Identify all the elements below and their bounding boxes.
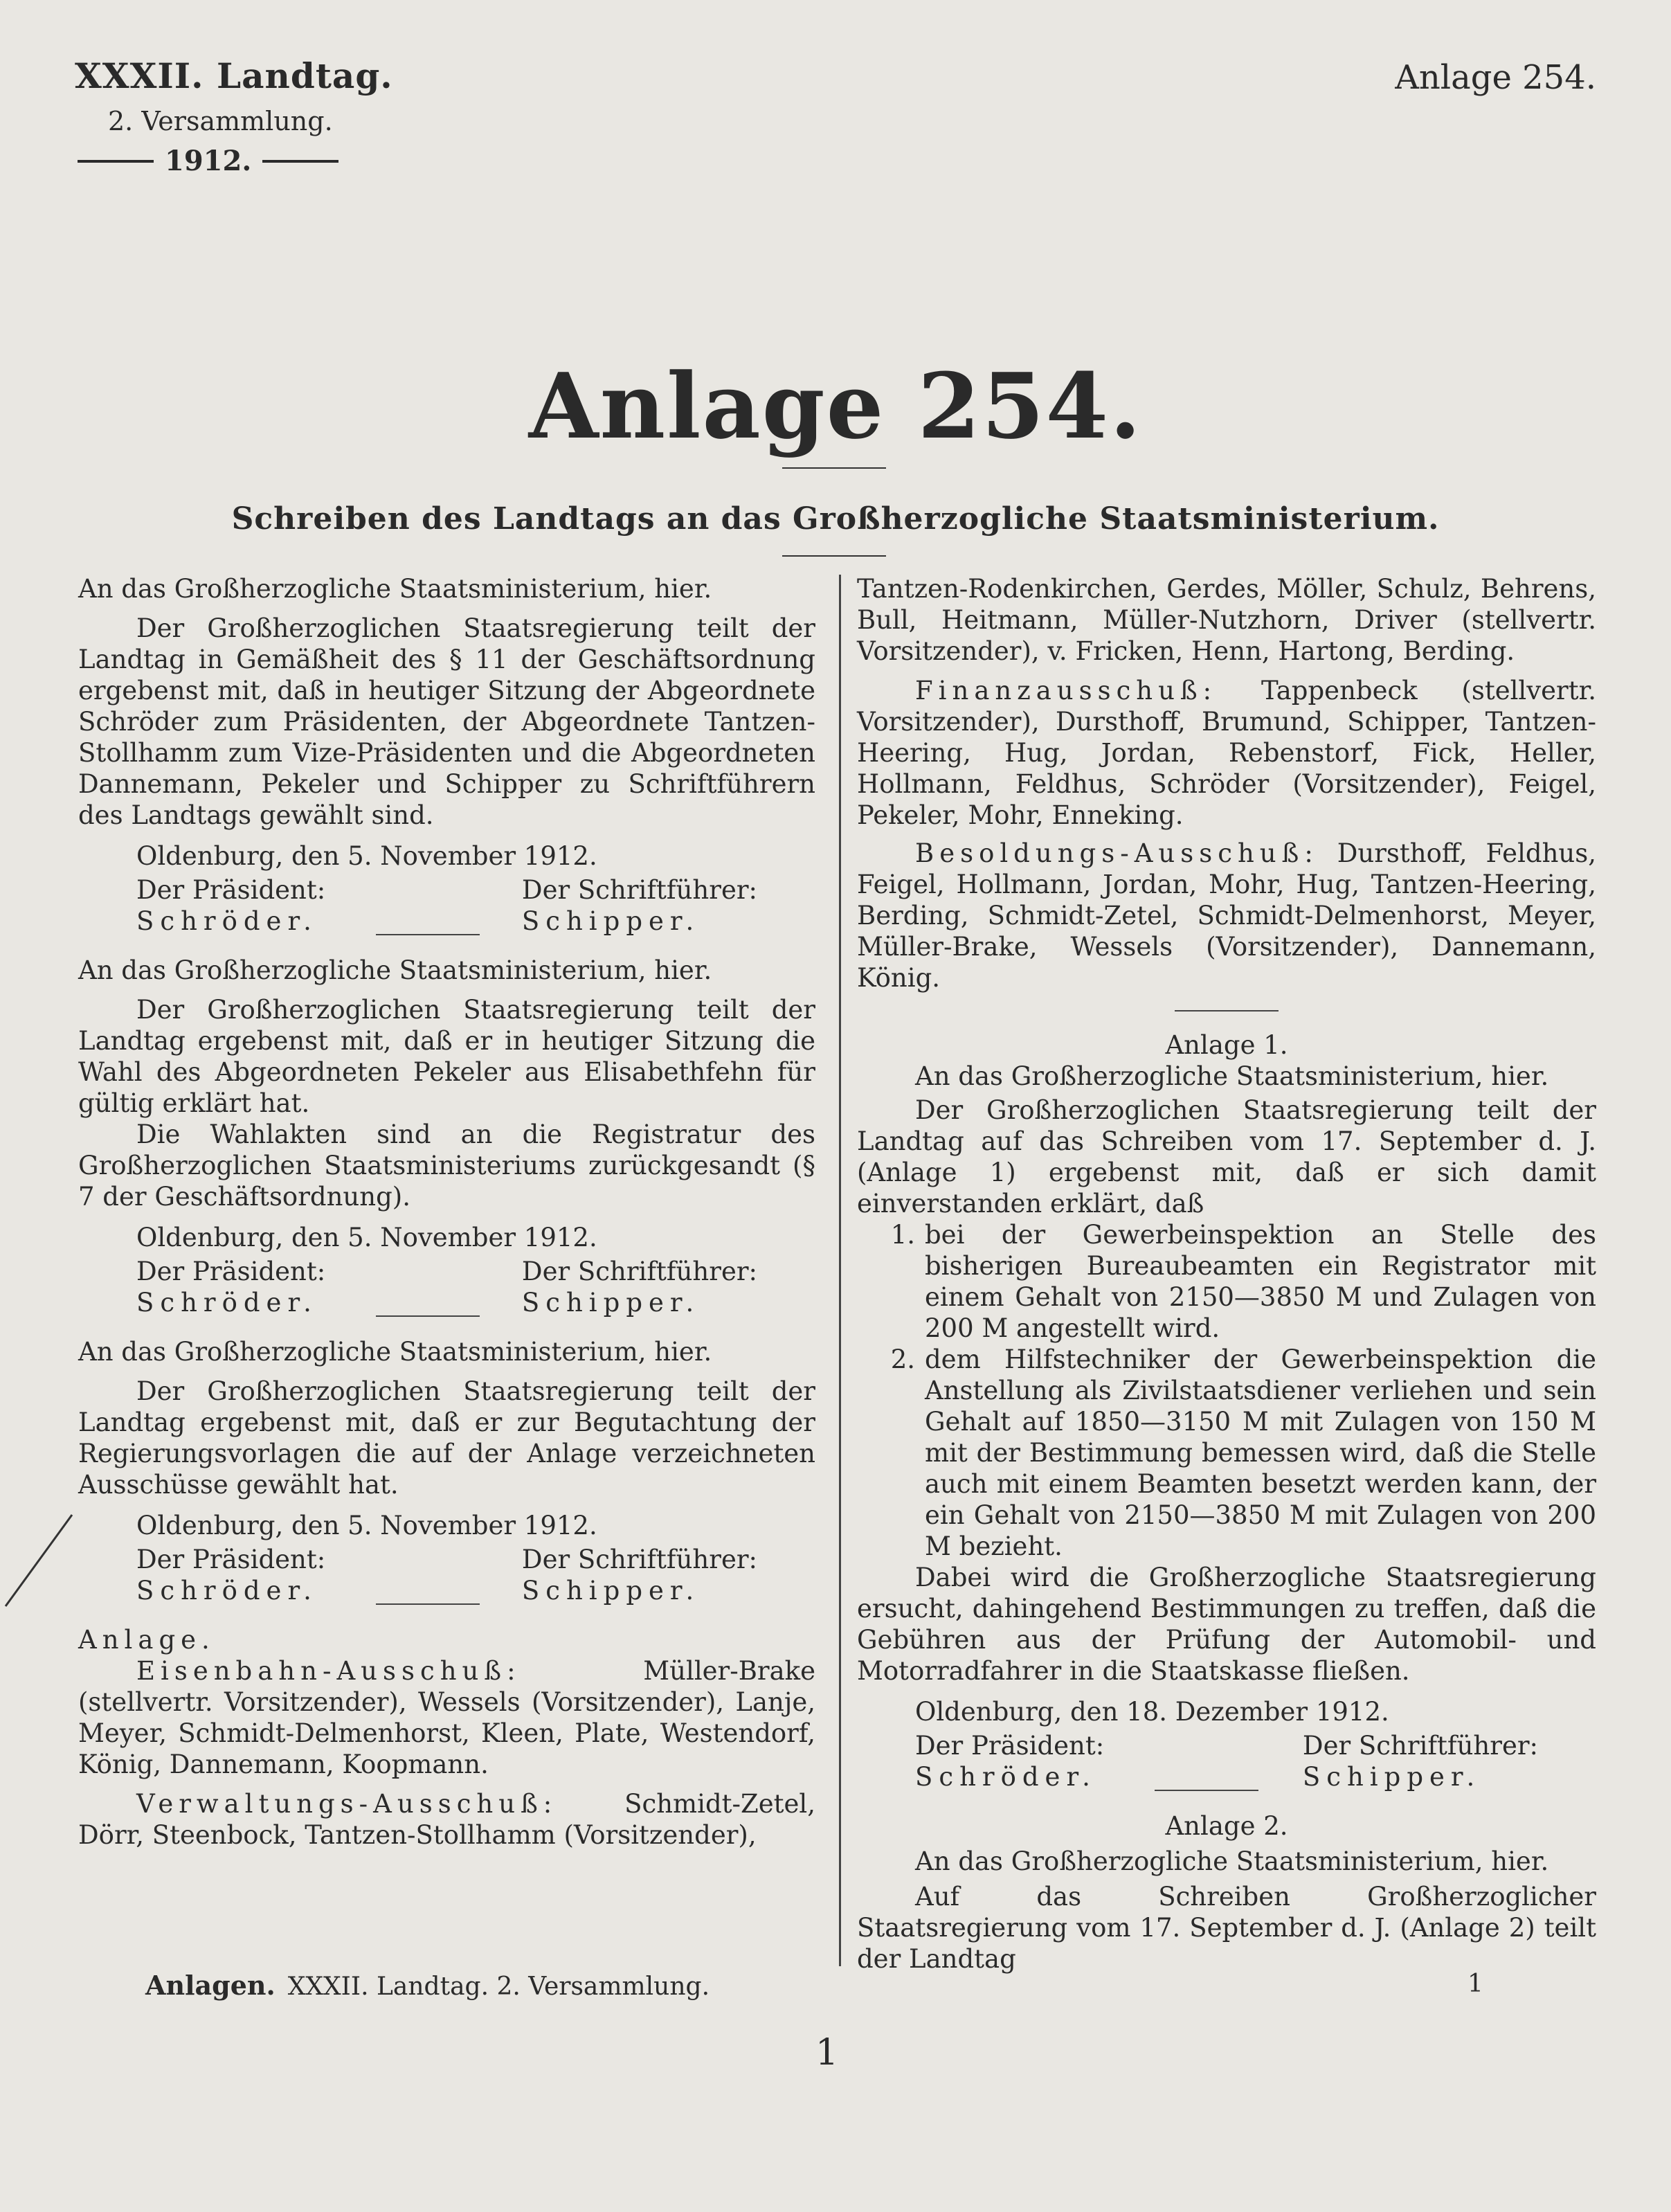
page-number: 1 bbox=[815, 2032, 839, 2074]
anlage1-list bbox=[857, 1219, 1596, 1562]
letter1-date: Oldenburg, den 5. November 1912. bbox=[136, 841, 597, 871]
list-item bbox=[857, 1219, 1596, 1344]
anlage1-secretary-name: Schipper. bbox=[1302, 1762, 1481, 1792]
eisenbahn-ausschuss bbox=[78, 1655, 815, 1780]
header-right: Anlage 254. bbox=[1395, 58, 1596, 97]
section-divider bbox=[1175, 1010, 1279, 1011]
letter2-signatures bbox=[78, 1256, 815, 1318]
letter3-president-name: Schröder. bbox=[136, 1576, 318, 1606]
anlage1-label: Anlage 1. bbox=[1165, 1030, 1288, 1060]
letter2-secretary-role: Der Schriftführer: bbox=[521, 1257, 757, 1286]
eisenbahn-label: Eisenbahn-Ausschuß: bbox=[136, 1656, 521, 1686]
letter2-body2: Die Wahlakten sind an die Registratur des Großherzoglichen Staatsministeriums zurückgesandt (§ 7 der Geschäftsordnung). bbox=[78, 1120, 815, 1212]
letter3-date: Oldenburg, den 5. November 1912. bbox=[136, 1511, 597, 1540]
besoldung-label: Besoldungs-Ausschuß: bbox=[915, 838, 1319, 868]
verwaltung-members: Schmidt-Zetel, Dörr, Steenbock, Tantzen-Stollhamm (Vorsitzender), bbox=[78, 1789, 815, 1850]
anlage2-address: An das Großherzogliche Staatsministerium, hier. bbox=[915, 1846, 1549, 1876]
year-label bbox=[78, 145, 393, 177]
anlage1-signature-rule bbox=[1155, 1790, 1258, 1791]
versammlung-label: 2. Versammlung. bbox=[108, 106, 333, 136]
item1-number: 1. bbox=[890, 1220, 915, 1250]
letter1-secretary-role: Der Schriftführer: bbox=[521, 875, 757, 905]
eisenbahn-members: Müller-Brake (stellvertr. Vorsitzender), Wessels (Vorsitzender), Lanje, Meyer, Schmidt-Delmenhorst, Kleen, Plate, Westendorf, König, Dannemann, Koopmann. bbox=[78, 1656, 815, 1779]
item2-number: 2. bbox=[890, 1345, 915, 1374]
finanz-members: Tappenbeck (stellvertr. Vorsitzender), Dursthoff, Brumund, Schipper, Tantzen-Heering, Hug, Jordan, Rebenstorf, Fick, Heller, Hollmann, Feldhus, Schröder (Vorsitzender), Feigel, Pekeler, Mohr, Enneking. bbox=[857, 676, 1596, 830]
subtitle-divider bbox=[782, 555, 886, 557]
letter2-president-name: Schröder. bbox=[136, 1288, 318, 1318]
letter2-date: Oldenburg, den 5. November 1912. bbox=[136, 1223, 597, 1252]
anlage1-body2: Dabei wird die Großherzogliche Staatsregierung ersucht, dahingehend Bestimmungen zu treffen, daß die Gebühren aus der Prüfung der Automobil- und Motorradfahrer in die Staatskasse fließen. bbox=[857, 1563, 1596, 1686]
footer-left bbox=[145, 1970, 710, 2001]
left-column bbox=[78, 573, 815, 1851]
verwaltung-label: Verwaltungs-Ausschuß: bbox=[136, 1789, 558, 1819]
right-column bbox=[857, 573, 1596, 1975]
letter1-address: An das Großherzogliche Staatsministerium, hier. bbox=[78, 574, 712, 604]
anlage2-body: Auf das Schreiben Großherzoglicher Staatsregierung vom 17. September d. J. (Anlage 2) teilt der Landtag bbox=[857, 1882, 1596, 1974]
anlage1-address: An das Großherzogliche Staatsministerium, hier. bbox=[915, 1061, 1549, 1091]
footer-anlagen: Anlagen. bbox=[145, 1970, 276, 2001]
letter2-address: An das Großherzogliche Staatsministerium, hier. bbox=[78, 955, 712, 985]
list-item bbox=[857, 1344, 1596, 1562]
letter2-body: Der Großherzoglichen Staatsregierung teilt der Landtag ergebenst mit, daß er in heutiger Sitzung die Wahl des Abgeordneten Pekeler aus Elisabethfehn für gültig erklärt hat. bbox=[78, 995, 815, 1118]
title-divider bbox=[782, 467, 886, 469]
anlage1-body: Der Großherzoglichen Staatsregierung teilt der Landtag auf das Schreiben vom 17. September d. J. (Anlage 1) ergebenst mit, daß er sich damit einverstanden erklärt, daß bbox=[857, 1095, 1596, 1219]
header-left bbox=[75, 55, 393, 177]
anlage1-signatures bbox=[857, 1730, 1596, 1792]
besoldung-members: Dursthoff, Feldhus, Feigel, Hollmann, Jordan, Mohr, Hug, Tantzen-Heering, Berding, Schmidt-Zetel, Schmidt-Delmenhorst, Meyer, Müller-Brake, Wessels (Vorsitzender), Dannemann, König. bbox=[857, 838, 1597, 993]
anlage-label: Anlage. bbox=[78, 1625, 215, 1655]
letter3-signature-rule bbox=[376, 1603, 480, 1605]
anlage1-date: Oldenburg, den 18. Dezember 1912. bbox=[915, 1697, 1389, 1727]
anlage1-secretary-role: Der Schriftführer: bbox=[1302, 1731, 1538, 1761]
letter1-secretary-name: Schipper. bbox=[521, 906, 701, 936]
finanz-label: Finanzausschuß: bbox=[915, 676, 1218, 705]
letter1-president-name: Schröder. bbox=[136, 906, 318, 936]
letter2-president-role: Der Präsident: bbox=[136, 1257, 326, 1286]
footer-sheet-number: 1 bbox=[1467, 1970, 1483, 1998]
letter3-address: An das Großherzogliche Staatsministerium, hier. bbox=[78, 1337, 712, 1367]
footer-landtag: XXXII. Landtag. 2. Versammlung. bbox=[287, 1972, 710, 2001]
letter3-president-role: Der Präsident: bbox=[136, 1545, 326, 1574]
year-rule-right bbox=[262, 160, 338, 163]
letter3-secretary-role: Der Schriftführer: bbox=[521, 1545, 757, 1574]
year-rule-left bbox=[78, 160, 154, 163]
page-subtitle: Schreiben des Landtags an das Großherzogliche Staatsministerium. bbox=[231, 501, 1440, 537]
letter1-body: Der Großherzoglichen Staatsregierung teilt der Landtag in Gemäßheit des § 11 der Geschäftsordnung ergebenst mit, daß in heutiger Sitzung der Abgeordnete Schröder zum Präsidenten, der Abgeordnete Tantzen-Stollhamm zum Vize-Präsidenten und die Abgeordneten Dannemann, Pekeler und Schipper zu Schriftführern des Landtags gewählt sind. bbox=[78, 613, 815, 830]
letter3-body: Der Großherzoglichen Staatsregierung teilt der Landtag ergebenst mit, daß er zur Begutachtung der Regierungsvorlagen die auf der Anlage verzeichneten Ausschüsse gewählt hat. bbox=[78, 1376, 815, 1500]
letter3-signatures bbox=[78, 1544, 815, 1606]
anlage1-president-name: Schröder. bbox=[915, 1762, 1096, 1792]
anlage2-label: Anlage 2. bbox=[1165, 1811, 1288, 1841]
besoldung-ausschuss bbox=[857, 838, 1596, 993]
finanz-ausschuss bbox=[857, 675, 1596, 831]
letter1-signature-rule bbox=[376, 934, 480, 935]
item1-text: bei der Gewerbeinspektion an Stelle des bisherigen Bureaubeamten ein Registrator mit einem Gehalt von 2150—3850 M und Zulagen von 200 M angestellt wird. bbox=[925, 1220, 1596, 1343]
letter3-secretary-name: Schipper. bbox=[521, 1576, 701, 1606]
verwaltung-ausschuss bbox=[78, 1788, 815, 1851]
verwaltung-members-continued: Tantzen-Rodenkirchen, Gerdes, Möller, Schulz, Behrens, Bull, Heitmann, Müller-Nutzhorn, Driver (stellvertr. Vorsitzender), v. Fricken, Henn, Hartong, Berding. bbox=[857, 574, 1596, 666]
page-title: Anlage 254. bbox=[528, 353, 1143, 459]
letter1-signatures bbox=[78, 874, 815, 937]
anlage1-president-role: Der Präsident: bbox=[915, 1731, 1105, 1761]
item2-text: dem Hilfstechniker der Gewerbeinspektion die Anstellung als Zivilstaatsdiener verliehen und sein Gehalt auf 1850—3150 M mit Zulagen von 150 M mit der Bestimmung bemessen wird, daß die Stelle auch mit einem Beamten besetzt werden kann, der ein Gehalt von 2150—3850 M mit Zulagen von 200 M bezieht. bbox=[925, 1345, 1596, 1561]
column-divider bbox=[839, 575, 841, 1966]
landtag-title: XXXII. Landtag. bbox=[75, 55, 393, 96]
letter1-president-role: Der Präsident: bbox=[136, 875, 326, 905]
year-text: 1912. bbox=[165, 145, 252, 177]
margin-pencil-mark bbox=[0, 0, 83, 2212]
letter2-signature-rule bbox=[376, 1315, 480, 1317]
letter2-secretary-name: Schipper. bbox=[521, 1288, 701, 1318]
